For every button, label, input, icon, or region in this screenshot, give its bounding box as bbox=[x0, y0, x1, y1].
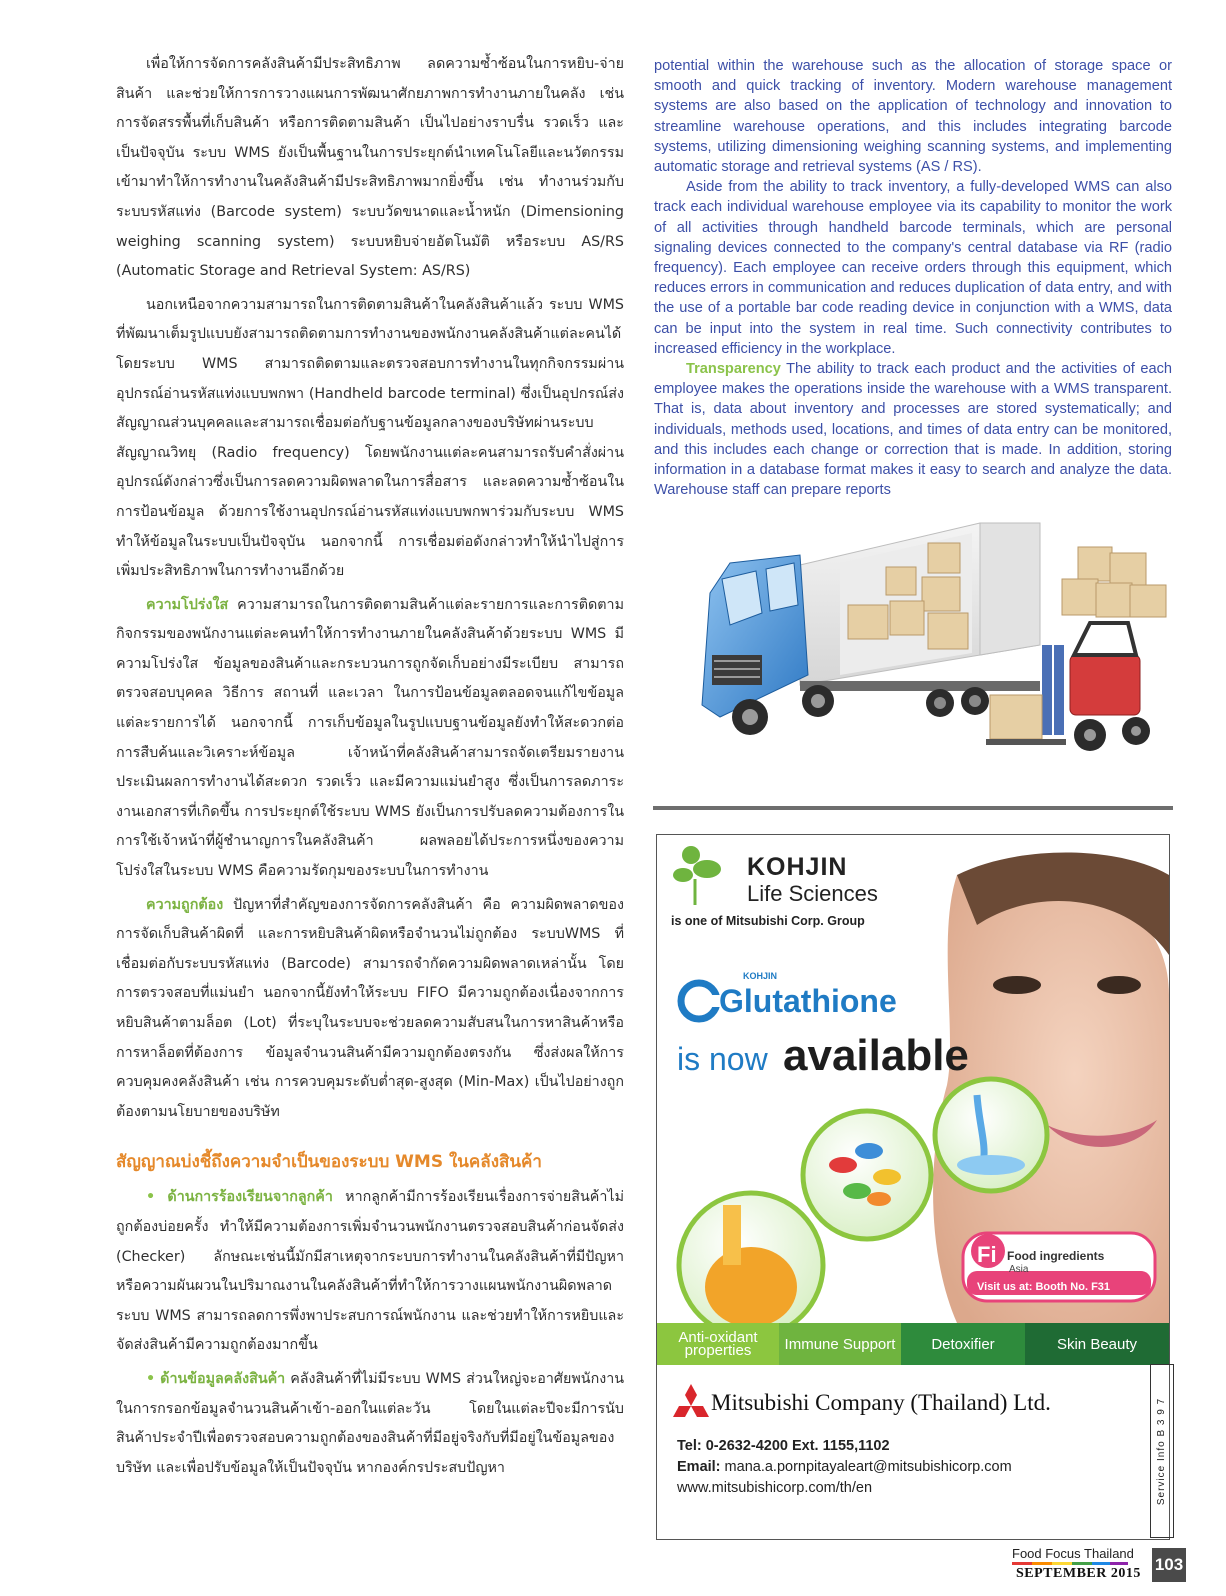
email-address[interactable]: mana.a.pornpitayaleart@mitsubishicorp.com bbox=[724, 1459, 1012, 1475]
kohjin-advertisement bbox=[656, 834, 1170, 1540]
fi-event-region: Asia bbox=[1009, 1264, 1029, 1275]
issue-date: SEPTEMBER 2015 bbox=[1016, 1566, 1141, 1581]
service-info-label: Service Info B 3 9 7 bbox=[1156, 1397, 1168, 1505]
section-divider bbox=[653, 806, 1173, 810]
bullet-marker: • bbox=[146, 1370, 156, 1387]
english-paragraph-1: potential within the warehouse such as the allocation of storage space or smooth and quick tracking of inventory. Modern warehouse management systems are also based on the application of technology and innovation to streamline warehouse operations, and this includes integrating barcode systems, utilizing dimensioning weighing scanning systems, and implementing automatic storage and retrieval systems (AS / RS). bbox=[654, 58, 1172, 176]
ad-group-tagline: is one of Mitsubishi Corp. Group bbox=[671, 914, 865, 928]
section-title: สัญญาณบ่งชี้ถึงความจำเป็นของระบบ WMS ในคลังสินค้า bbox=[116, 1152, 542, 1173]
english-article-column bbox=[654, 56, 1172, 500]
tel-label: Tel: bbox=[677, 1438, 702, 1454]
english-paragraph-3-body: The ability to track each product and the activities of each employee makes the operations inside the warehouse with a WMS transparent. That is, data about inventory and processes are stored systematically; and individuals, methods used, locations, and times of data entry can be monitored, and this includes each change or correction that is made. In addition, storing information in a database format makes it easy to search and analyze the data. Warehouse staff can prepare reports bbox=[654, 361, 1172, 499]
ad-background-art bbox=[657, 835, 1169, 1539]
tel-number: 0-2632-4200 Ext. 1155,1102 bbox=[705, 1438, 890, 1454]
ad-product-brand: KOHJIN bbox=[743, 971, 778, 981]
thai-keyword-transparency: ความโปร่งใส bbox=[146, 596, 229, 613]
ad-brand-name: KOHJIN bbox=[747, 853, 848, 881]
thai-paragraph-3-body: ความสามารถในการติดตามสินค้าแต่ละรายการและการติดตามกิจกรรมของพนักงานแต่ละคนทำให้การทำงานภายในคลังสินค้าด้วยระบบ WMS มีความโปร่งใส ข้อมูลของสินค้าและกระบวนการถูกจัดเก็บอย่างมีระเบียบ สามารถตรวจสอบบุคคล วิธีการ สถานที่ และเวลา ในการป้อนข้อมูลตลอดจนแก้ไขข้อมูลแต่ละรายการได้ นอกจากนี้ การเก็บข้อมูลในรูปแบบฐานข้อมูลยังทำให้สะดวกต่อการสืบค้นและวิเคราะห์ข้อมูล เจ้าหน้าที่คลังสินค้าสามารถจัดเตรียมรายงานประเมินผลการทำงานได้สะดวก รวดเร็ว และมีความแม่นยำสูง ซึ่งเป็นการลดภาระงานเอกสารที่เกิดขึ้น การประยุกต์ใช้ระบบ WMS ยังเป็นการปรับลดความต้องการในการใช้เจ้าหน้าที่ผู้ชำนาญการในคลังสินค้า ผลพลอยได้ประการหนึ่งของความโปร่งใสในระบบ WMS คือความรัดกุมของระบบในการทำงาน bbox=[116, 596, 624, 880]
contact-email bbox=[677, 1459, 1012, 1475]
english-keyword-transparency: Transparency bbox=[686, 361, 781, 378]
ad-product-name: Glutathione bbox=[719, 983, 897, 1019]
fi-booth-info: Visit us at: Booth No. F31 bbox=[977, 1281, 1111, 1293]
contact-tel bbox=[677, 1438, 890, 1454]
feature-detoxifier: Detoxifier bbox=[931, 1335, 995, 1353]
service-info-box bbox=[1150, 1364, 1174, 1538]
thai-paragraph-accuracy bbox=[116, 891, 624, 1128]
english-paragraph-2: Aside from the ability to track inventory, a fully-developed WMS can also track each individual warehouse employee via its capability to monitor the work of all activities through handheld barcode terminals, which are personal signaling devices connected to the company's central database via RF (radio frequency). Each employee can receive orders through this equipment, which reduces errors in communication and reduces duplication of data entry, and with the use of a portable bar code reading device in conjunction with a WMS, data can be input into the system in real time. Such connectivity contributes to increased efficiency in the workplace. bbox=[654, 179, 1172, 357]
thai-bullet-warehouse-data bbox=[116, 1365, 624, 1483]
fi-event-name: Food ingredients bbox=[1007, 1249, 1105, 1263]
fi-logo: Fi bbox=[977, 1242, 997, 1267]
english-paragraph-transparency bbox=[654, 359, 1172, 500]
thai-bullet-1-body: หากลูกค้ามีการร้องเรียนเรื่องการจ่ายสินค้าไม่ถูกต้องบ่อยครั้ง ทำให้มีความต้องการเพิ่มจำนวนพนักงานตรวจสอบสินค้าก่อนจัดส่ง (Checker) ลักษณะเช่นนี้มักมีสาเหตุจากระบบการทำงานในคลังสินค้าที่มีปัญหา หรือความผันผวนในปริมาณงานในคลังสินค้าที่ทำให้การวางแผนพนักงานผิดพลาด ระบบ WMS สามารถลดการพึ่งพาประสบการณ์พนักงาน และช่วยทำให้การหยิบและจัดส่งสินค้ามีความถูกต้องมากขึ้น bbox=[116, 1189, 624, 1354]
thai-keyword-warehouse-data: ด้านข้อมูลคลังสินค้า bbox=[160, 1370, 286, 1387]
thai-keyword-accuracy: ความถูกต้อง bbox=[146, 896, 224, 913]
page-number: 103 bbox=[1152, 1548, 1186, 1582]
kohjin-logo-icon bbox=[682, 846, 700, 864]
ad-headline-prefix: is now bbox=[677, 1041, 768, 1077]
email-label: Email: bbox=[677, 1459, 721, 1475]
company-name: Mitsubishi Company (Thailand) Ltd. bbox=[711, 1390, 1051, 1415]
thai-paragraph-transparency bbox=[116, 591, 624, 887]
thai-paragraph-1: เพื่อให้การจัดการคลังสินค้ามีประสิทธิภาพ ลดความซ้ำซ้อนในการหยิบ-จ่ายสินค้า และช่วยให้การการวางแผนการพัฒนาศักยภาพการทำงานภายในคลัง เช่น การจัดสรรพื้นที่เก็บสินค้า หรือการติดตามสินค้า เป็นไปอย่างราบรื่น รวดเร็ว และเป็นปัจจุบัน ระบบ WMS ยังเป็นพื้นฐานในการประยุกต์นำเทคโนโลยีและนวัตกรรมเข้ามาทำให้การทำงานในคลังสินค้ามีประสิทธิภาพมากยิ่งขึ้น เช่น ทำงานร่วมกับระบบรหัสแท่ง (Barcode system) ระบบวัดขนาดและน้ำหนัก (Dimensioning weighing scanning system) ระบบหยิบจ่ายอัตโนมัติ หรือระบบ AS/RS (Automatic Storage and Retrieval System: AS/RS) bbox=[116, 56, 624, 280]
feature-skin-beauty: Skin Beauty bbox=[1056, 1335, 1138, 1353]
contact-website[interactable]: www.mitsubishicorp.com/th/en bbox=[677, 1480, 873, 1496]
thai-bullet-2-body: คลังสินค้าที่ไม่มีระบบ WMS ส่วนใหญ่จะอาศัยพนักงานในการกรอกข้อมูลจำนวนสินค้าเข้า-ออกในแต่ละวัน โดยในแต่ละปีจะมีการนับสินค้าประจำปีเพื่อตรวจสอบความถูกต้องของสินค้าที่มีอยู่จริงกับที่มีอยู่ในข้อมูลของบริษัท และเพื่อปรับข้อมูลให้เป็นปัจจุบัน หากองค์กรประสบปัญหา bbox=[116, 1370, 625, 1476]
magazine-color-bar bbox=[1012, 1562, 1128, 1565]
thai-paragraph-4-body: ปัญหาที่สำคัญของการจัดการคลังสินค้า คือ ความผิดพลาดของการจัดเก็บสินค้าผิดที่ และการหยิบสินค้าผิดหรือจำนวนไม่ถูกต้อง ระบบWMS ที่เชื่อมต่อกับระบบรหัสแท่ง (Barcode) สามารถจำกัดความผิดพลาดเหล่านั้น โดยการตรวจสอบที่แม่นยำ นอกจากนี้ยังทำให้ระบบ FIFO มีความถูกต้องเนื่องจากการหยิบสินค้าตามล็อต (Lot) ที่ระบุในระบบจะช่วยลดความสับสนในการหาสินค้าหรือการหาล็อตที่ต้องการ ข้อมูลจำนวนสินค้ามีความถูกต้องตรงกัน ซึ่งส่งผลให้การควบคุมคงคลังสินค้า เช่น การควบคุมระดับต่ำสุด-สูงสุด (Min-Max) เป็นไปอย่างถูกต้องตามนโยบายของบริษัท bbox=[116, 896, 624, 1120]
ad-headline: available bbox=[783, 1031, 969, 1080]
thai-keyword-complaints: ด้านการร้องเรียนจากลูกค้า bbox=[167, 1189, 333, 1206]
thai-paragraph-2: นอกเหนือจากความสามารถในการติดตามสินค้าในคลังสินค้าแล้ว ระบบ WMS ที่พัฒนาเต็มรูปแบบยังสามารถติดตามการทำงานของพนักงานคลังสินค้าแต่ละคนได้ โดยระบบ WMS สามารถติดตามและตรวจสอบการทำงานในทุกกิจกรรมผ่านอุปกรณ์อ่านรหัสแท่งแบบพกพา (Handheld barcode terminal) ซึ่งเป็นอุปกรณ์ส่งสัญญาณส่วนบุคคลและสามารถเชื่อมต่อกับฐานข้อมูลกลางของบริษัทผ่านระบบสัญญาณวิทยุ (Radio frequency) โดยพนักงานแต่ละคนสามารถรับคำสั่งผ่านอุปกรณ์ดังกล่าวซึ่งเป็นการลดความผิดพลาดในการสื่อสาร และลดความซ้ำซ้อนในการป้อนข้อมูล ด้วยการใช้งานอุปกรณ์อ่านรหัสแท่งแบบพกพาร่วมกับระบบ WMS ทำให้ข้อมูลในระบบเป็นปัจจุบัน นอกจากนี้ การเชื่อมต่อดังกล่าวทำให้นำไปสู่การเพิ่มประสิทธิภาพในการทำงานอีกด้วย bbox=[116, 296, 624, 580]
feature-immune-support: Immune Support bbox=[784, 1335, 896, 1353]
truck-forklift-illustration bbox=[690, 505, 1175, 775]
magazine-name: Food Focus Thailand bbox=[1012, 1546, 1134, 1561]
feature-antioxidant: Anti-oxidant properties bbox=[678, 1329, 758, 1359]
bullet-marker: • bbox=[146, 1189, 156, 1206]
ad-brand-subtitle: Life Sciences bbox=[747, 881, 878, 906]
thai-article-column bbox=[116, 50, 624, 1483]
thai-bullet-customer-complaints bbox=[116, 1183, 624, 1361]
